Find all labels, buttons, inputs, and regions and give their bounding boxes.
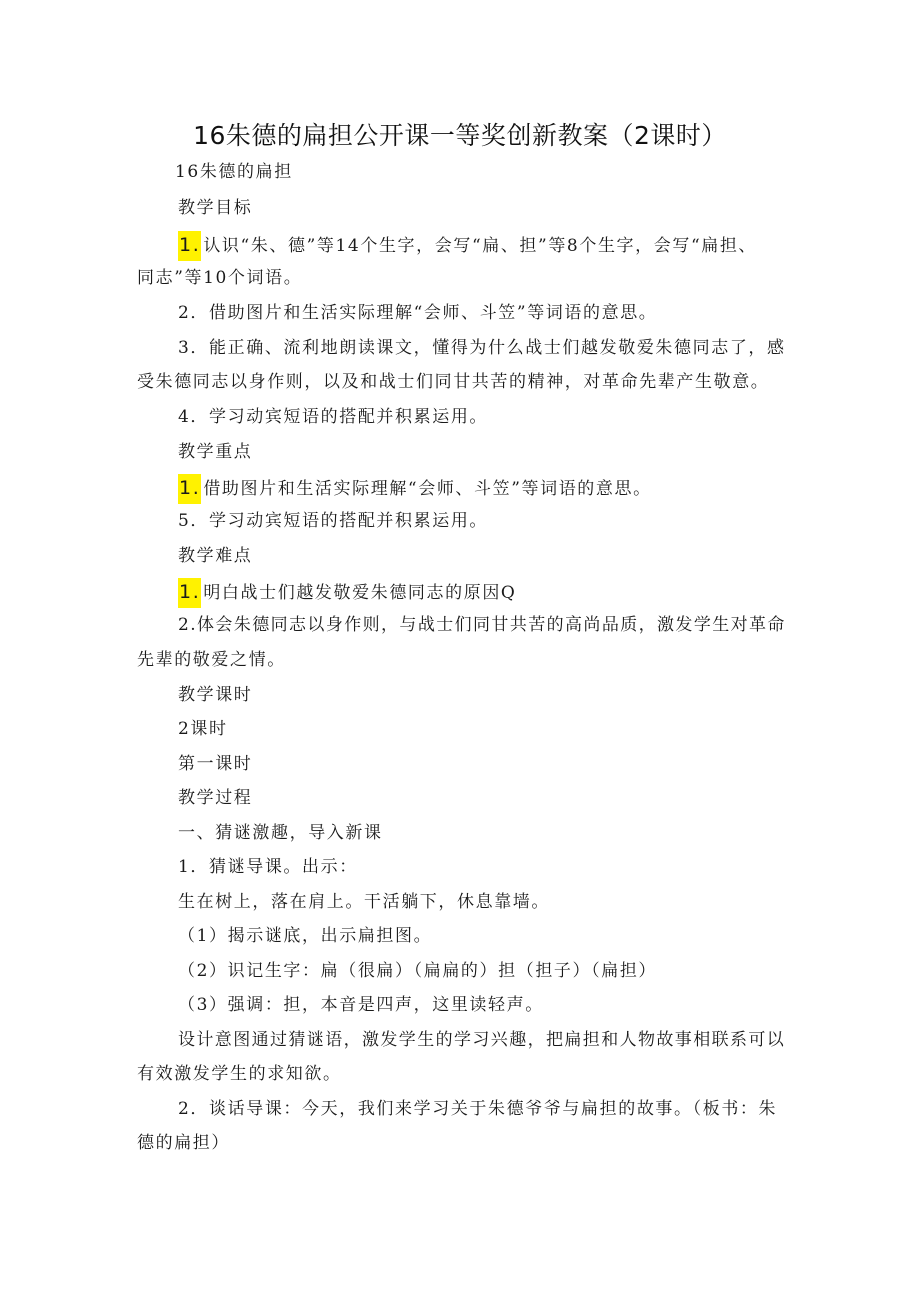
heading-difficulties: 教学难点 [178, 546, 253, 566]
heading-teaching-goals: 教学目标 [178, 198, 253, 218]
highlighted-marker: 1. [178, 474, 201, 504]
difficulty-2: 2.体会朱德同志以身作则，与战士们同甘共苦的高尚品质，激发学生对革命 [178, 615, 786, 635]
lesson-name: 16朱德的扁担 [175, 162, 293, 182]
design-intent: 设计意图通过猜谜语，激发学生的学习兴趣，把扁担和人物故事相联系可以 [178, 1030, 786, 1050]
step-1: 1．猜谜导课。出示： [178, 857, 358, 877]
difficulty-2-cont: 先辈的敬爱之情。 [137, 650, 286, 670]
goal-item-2: 2．借助图片和生活实际理解“会师、斗笠”等词语的意思。 [178, 303, 658, 323]
key-point-1: 1. 借助图片和生活实际理解“会师、斗笠”等词语的意思。 [178, 474, 652, 504]
heading-first-lesson: 第一课时 [178, 754, 253, 774]
goal-item-4: 4．学习动宾短语的搭配并积累运用。 [178, 407, 489, 427]
section-1-heading: 一、猜谜激趣，导入新课 [178, 823, 383, 843]
document-title: 16朱德的扁担公开课一等奖创新教案（2课时） [193, 121, 727, 150]
goal-item-1-cont: 同志”等10个词语。 [137, 268, 303, 288]
highlighted-marker: 1. [178, 231, 201, 261]
key-point-5: 5．学习动宾短语的搭配并积累运用。 [178, 511, 489, 531]
sub-step-1: （1）揭示谜底，出示扁担图。 [178, 926, 433, 946]
heading-teaching-process: 教学过程 [178, 788, 253, 808]
goal-item-3-cont: 受朱德同志以身作则，以及和战士们同甘共苦的精神，对革命先辈产生敬意。 [137, 372, 770, 392]
step-2-cont: 德的扁担） [137, 1133, 230, 1153]
highlighted-marker: 1. [178, 578, 201, 608]
riddle-text: 生在树上，落在肩上。干活躺下，休息靠墙。 [178, 892, 550, 912]
goal-item-1: 1. 认识“朱、德”等14个生字，会写“扁、担”等8个生字，会写“扁担、 [178, 231, 757, 261]
step-2: 2．谈话导课：今天，我们来学习关于朱德爷爷与扁担的故事。（板书：朱 [178, 1099, 778, 1119]
difficulty-1: 1. 明白战士们越发敬爱朱德同志的原因Q [178, 578, 516, 608]
class-hours-value: 2课时 [178, 719, 228, 739]
sub-step-3: （3）强调：担，本音是四声，这里读轻声。 [178, 995, 544, 1015]
goal-item-3: 3．能正确、流利地朗读课文，懂得为什么战士们越发敬爱朱德同志了，感 [178, 338, 786, 358]
sub-step-2: （2）识记生字：扁（很扁）（扁扁的）担（担子）（扁担） [178, 961, 658, 981]
design-intent-cont: 有效激发学生的求知欲。 [137, 1064, 342, 1084]
heading-key-points: 教学重点 [178, 442, 253, 462]
heading-class-hours: 教学课时 [178, 685, 253, 705]
